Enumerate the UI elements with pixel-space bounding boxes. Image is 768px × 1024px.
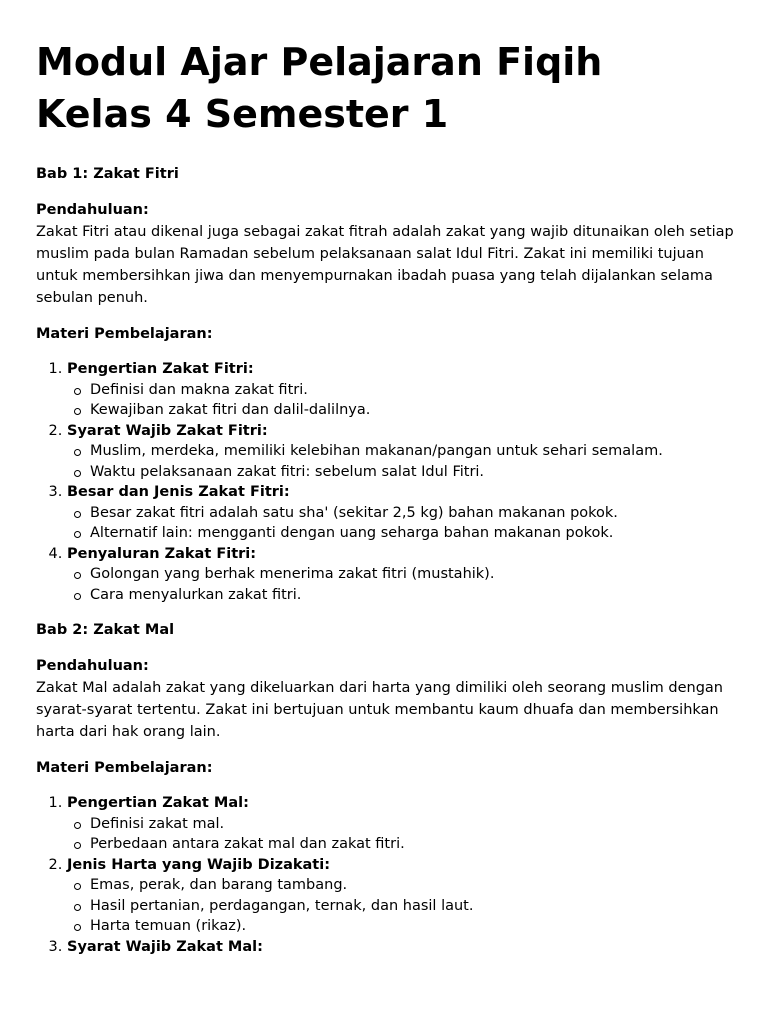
intro-label: Pendahuluan: xyxy=(36,202,149,218)
list-item xyxy=(67,421,736,483)
sub-list-item: Perbedaan antara zakat mal dan zakat fitri. xyxy=(90,834,736,855)
sub-list-item: Harta temuan (rikaz). xyxy=(90,916,736,937)
list-item-title: Jenis Harta yang Wajib Dizakati: xyxy=(67,856,331,873)
sub-list xyxy=(67,503,736,544)
sub-list-item: Hasil pertanian, perdagangan, ternak, dan hasil laut. xyxy=(90,896,736,917)
list-item xyxy=(67,855,736,937)
list-item xyxy=(67,544,736,606)
sub-list xyxy=(67,441,736,482)
list-item-title: Syarat Wajib Zakat Fitri: xyxy=(67,422,268,439)
chapter-heading: Bab 2: Zakat Mal xyxy=(36,622,175,638)
materials-label: Materi Pembelajaran: xyxy=(36,326,213,342)
sub-list-item: Definisi dan makna zakat fitri. xyxy=(90,380,736,401)
list-item-title: Pengertian Zakat Fitri: xyxy=(67,361,254,377)
list-item xyxy=(67,359,736,421)
sub-list-item: Emas, perak, dan barang tambang. xyxy=(90,875,736,896)
list-item xyxy=(67,793,736,855)
sub-list xyxy=(67,564,736,605)
sub-list-item: Cara menyalurkan zakat fitri. xyxy=(90,585,736,606)
list-item xyxy=(67,482,736,544)
intro-paragraph: Zakat Mal adalah zakat yang dikeluarkan dari harta yang dimiliki oleh seorang muslim dengan syarat-syarat tertentu. Zakat ini bertujuan untuk membantu kaum dhuafa dan membersihkan harta dari hak orang lain. xyxy=(36,680,724,740)
sub-list xyxy=(67,814,736,855)
sub-list xyxy=(67,380,736,421)
document-page xyxy=(36,36,736,957)
intro-paragraph: Zakat Fitri atau dikenal juga sebagai zakat fitrah adalah zakat yang wajib ditunaikan oleh setiap muslim pada bulan Ramadan sebelum pelaksanaan salat Idul Fitri. Zakat ini memiliki tujuan untuk membersihkan jiwa dan menyempurnakan ibadah puasa yang telah dijalankan selama sebulan penuh. xyxy=(36,224,734,306)
sub-list-item: Golongan yang berhak menerima zakat fitri (mustahik). xyxy=(90,564,736,585)
sub-list-item: Besar zakat fitri adalah satu sha' (sekitar 2,5 kg) bahan makanan pokok. xyxy=(90,503,736,524)
materials-label: Materi Pembelajaran: xyxy=(36,760,213,776)
materials-list xyxy=(36,359,736,605)
intro-label: Pendahuluan: xyxy=(36,658,149,674)
sub-list xyxy=(67,875,736,937)
list-item-title: Besar dan Jenis Zakat Fitri: xyxy=(67,484,290,500)
sub-list-item: Muslim, merdeka, memiliki kelebihan makanan/pangan untuk sehari semalam. xyxy=(90,441,736,462)
sub-list-item: Kewajiban zakat fitri dan dalil-dalilnya. xyxy=(90,400,736,421)
list-item-title: Syarat Wajib Zakat Mal: xyxy=(67,938,263,955)
list-item-title: Pengertian Zakat Mal: xyxy=(67,795,249,811)
sub-list-item: Definisi zakat mal. xyxy=(90,814,736,835)
chapter-heading: Bab 1: Zakat Fitri xyxy=(36,166,179,182)
list-item-title: Penyaluran Zakat Fitri: xyxy=(67,545,257,562)
sub-list-item: Waktu pelaksanaan zakat fitri: sebelum salat Idul Fitri. xyxy=(90,462,736,483)
list-item xyxy=(67,937,736,958)
materials-list xyxy=(36,793,736,957)
sub-list-item: Alternatif lain: mengganti dengan uang seharga bahan makanan pokok. xyxy=(90,523,736,544)
page-title: Modul Ajar Pelajaran Fiqih Kelas 4 Semester 1 xyxy=(36,40,603,136)
